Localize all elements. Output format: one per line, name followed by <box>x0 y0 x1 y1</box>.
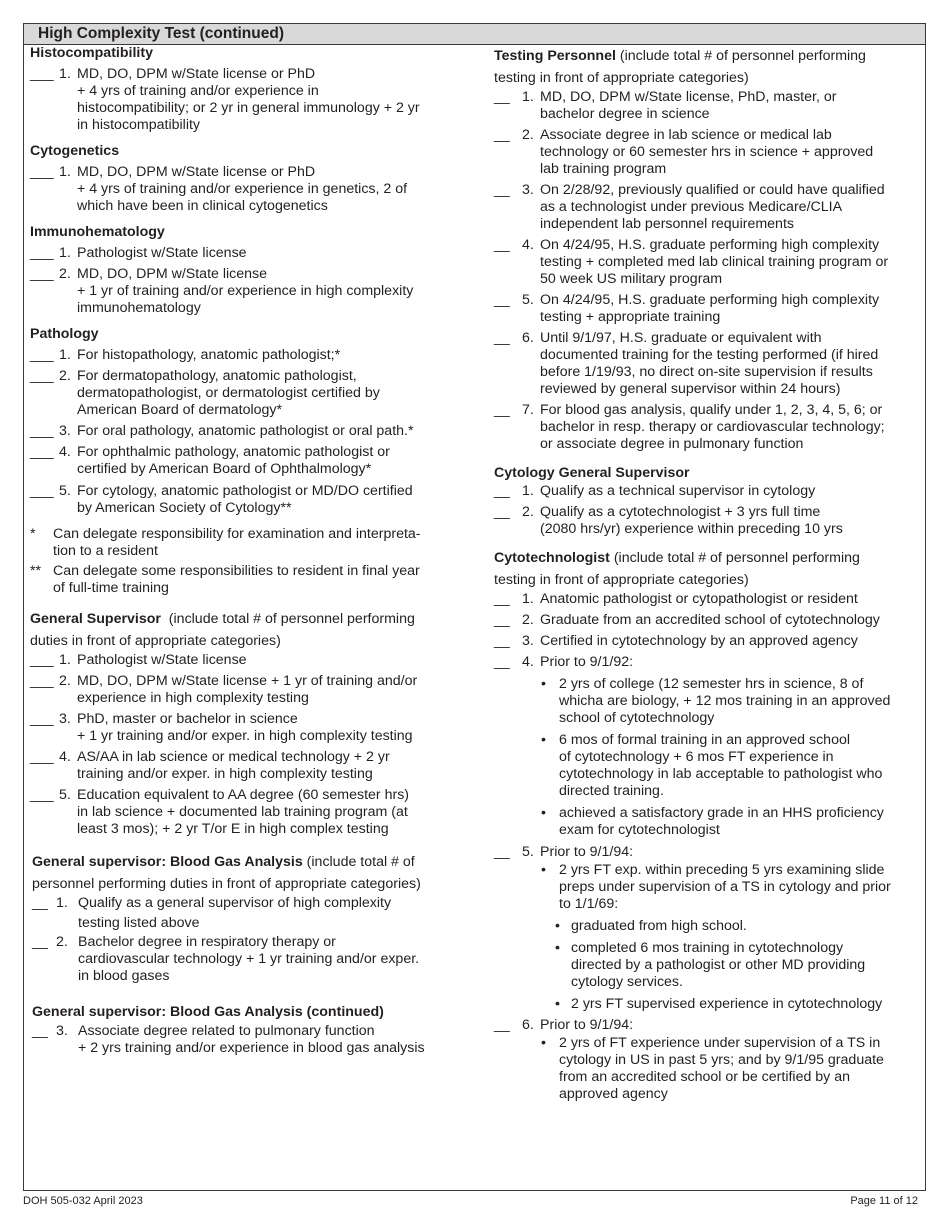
blood-gas-supervisor-continued-section <box>30 1004 482 1057</box>
section-heading: General supervisor: Blood Gas Analysis <box>32 854 303 870</box>
bullet-item: • 6 mos of formal training in an approved school of cytotechnology + 6 mos FT experience in cytotechnology in lab acceptable to pathologist who directed training. <box>541 732 883 799</box>
section-title: High Complexity Test (continued) <box>24 24 925 45</box>
qualification-item: ___ 1. For histopathology, anatomic pathologist;* <box>30 347 341 363</box>
count-blank[interactable]: __ <box>32 934 48 950</box>
form-number: DOH 505-032 April 2023 <box>23 1195 143 1207</box>
bullet-icon: • <box>555 940 560 956</box>
count-blank[interactable]: ___ <box>30 347 54 363</box>
qualification-item: ___ 4. For ophthalmic pathology, anatomic pathologist or certified by American Board of Ophthalmology* <box>30 444 390 477</box>
qualification-item: __ 4. On 4/24/95, H.S. graduate performing high complexity testing + completed med lab clinical training program or 50 week US military program <box>494 237 889 287</box>
qualification-item: ___ 2. For dermatopathology, anatomic pathologist, dermatopathologist, or dermatologist certified by American Board of dermatology* <box>30 368 380 418</box>
count-blank[interactable]: ___ <box>30 483 54 499</box>
blood-gas-supervisor-section: General supervisor: Blood Gas Analysis (include total # of personnel performing duties in front of appropriate categories) __ 1. Qualify as a general supervisor of high complexity testing listed above __ 2. Bachelor degree in respiratory therapy or cardiovascular technology + 1 yr training and/or exper. in blood gases <box>30 851 482 985</box>
qualification-item: __ 5. On 4/24/95, H.S. graduate performing high complexity testing + appropriate training <box>494 292 880 325</box>
count-blank[interactable]: __ <box>494 402 510 418</box>
bullet-icon: • <box>541 1035 546 1051</box>
qualification-item: ___ 1. MD, DO, DPM w/State license or PhD + 4 yrs of training and/or experience in histocompatibility; or 2 yr in general immunology + 2 yr in histocompatibility <box>30 66 420 133</box>
count-blank[interactable]: __ <box>494 844 510 860</box>
qualification-item: __ 1. MD, DO, DPM w/State license, PhD, master, or bachelor degree in science <box>494 89 837 122</box>
bullet-icon: • <box>555 918 560 934</box>
count-blank[interactable]: __ <box>494 633 510 649</box>
immunohematology-section <box>30 224 482 317</box>
qualification-item: ___ 1. MD, DO, DPM w/State license or PhD + 4 yrs of training and/or experience in genetics, 2 of which have been in clinical cytogenetics <box>30 164 408 214</box>
qualification-item: __ 1. Qualify as a technical supervisor in cytology <box>494 483 816 499</box>
qualification-item: ___ 5. For cytology, anatomic pathologist or MD/DO certified by American Society of Cytology** <box>30 483 413 516</box>
count-blank[interactable]: ___ <box>30 423 54 439</box>
qualification-item: __ 3. Associate degree related to pulmonary function + 2 yrs training and/or experience in blood gas analysis <box>32 1023 425 1056</box>
count-blank[interactable]: ___ <box>30 245 54 261</box>
count-blank[interactable]: ___ <box>30 266 54 282</box>
qualification-item: ___ 3. For oral pathology, anatomic pathologist or oral path.* <box>30 423 414 439</box>
count-blank[interactable]: __ <box>494 654 510 670</box>
section-heading: Cytotechnologist <box>494 550 610 566</box>
qualification-item: ___ 5. Education equivalent to AA degree (60 semester hrs) in lab science + documented lab training program (at least 3 mos); + 2 yr T/or E in high complex testing <box>30 787 410 837</box>
bullet-icon: • <box>541 732 546 748</box>
qualification-item: __ 3. Certified in cytotechnology by an approved agency <box>494 633 858 649</box>
qualification-item: __ 6. Until 9/1/97, H.S. graduate or equivalent with documented training for the testing performed (if hired before 1/19/93, no direct on-site supervision if results reviewed by general supervisor within 24 hours) <box>494 330 879 397</box>
qualification-item: __ 2. Graduate from an accredited school of cytotechnology <box>494 612 880 628</box>
qualification-item: __ 2. Qualify as a cytotechnologist + 3 yrs full time (2080 hrs/yr) experience within preceding 10 yrs <box>494 504 843 537</box>
bullet-icon: • <box>541 805 546 821</box>
qualification-item: ___ 1. Pathologist w/State license <box>30 245 247 261</box>
qualification-item: __ 1. Anatomic pathologist or cytopathologist or resident <box>494 591 858 607</box>
footnote: ** Can delegate some responsibilities to resident in final year of full-time training <box>30 563 420 596</box>
count-blank[interactable]: ___ <box>30 368 54 384</box>
section-heading: Testing Personnel <box>494 48 616 64</box>
count-blank[interactable]: __ <box>32 1023 48 1039</box>
section-heading: Cytogenetics <box>30 143 120 159</box>
count-blank[interactable]: __ <box>494 591 510 607</box>
count-blank[interactable]: __ <box>494 237 510 253</box>
qualification-item: __ 5. Prior to 9/1/94: <box>494 844 634 860</box>
form-frame <box>23 23 926 1191</box>
count-blank[interactable]: __ <box>494 483 510 499</box>
histocompatibility-section <box>30 45 482 134</box>
qualification-item: __ 2. Bachelor degree in respiratory therapy or cardiovascular technology + 1 yr training and/or exper. in blood gases <box>32 934 420 984</box>
cytogenetics-section <box>30 143 482 215</box>
left-column <box>30 45 482 1057</box>
bullet-item: • achieved a satisfactory grade in an HHS proficiency exam for cytotechnologist <box>541 805 884 838</box>
bullet-icon: • <box>555 996 560 1012</box>
count-blank[interactable]: __ <box>494 292 510 308</box>
count-blank[interactable]: __ <box>494 89 510 105</box>
count-blank[interactable]: ___ <box>30 652 54 668</box>
count-blank[interactable]: ___ <box>30 711 54 727</box>
qualification-item: ___ 2. MD, DO, DPM w/State license + 1 yr of training and/or experience in high complexity immunohematology <box>30 266 414 316</box>
cytotechnologist-section: Cytotechnologist (include total # of personnel performing testing in front of appropriate categories) __ 1. Anatomic pathologist or cytopathologist or resident __ 2. Graduate from an accredited school of cytotechnology __ 3. Certified in cytotechnology by an approved agency __ 4. Prior to 9/1/92: • 2 yrs of college (12 semester hrs in science, 8 of whicha are biology, + 12 mos training in an approved school of cytotechnology • 6 mos of formal training in an approved school of cytotechnology + 6 mos FT experience in cytotechnology in lab acceptable to pathologist who directed training. • achieved a satisfactory grade in an HHS proficiency exam for cytotechnologist __ 5. Prior to 9/1/94: • 2 yrs FT exp. within preceding 5 yrs examining slide preps under supervision of a TS in cytology and prior to 1/1/69: • graduated from high school. • completed 6 mos training in cytotechnology directed by a pathologist or other MD providing cytology services. • 2 yrs FT supervised experience in cytotechnology __ 6. Prior to 9/1/94: • 2 yrs of FT experience under supervision of a TS in cytology in US in past 5 yrs; and by 9/1/95 graduate from an accredited school or be certified by an approved agency <box>494 547 924 1103</box>
qualification-item: ___ 3. PhD, master or bachelor in science + 1 yr training and/or exper. in high complexity testing <box>30 711 413 744</box>
qualification-item: __ 1. Qualify as a general supervisor of high complexity testing listed above <box>32 895 392 931</box>
count-blank[interactable]: ___ <box>30 749 54 765</box>
count-blank[interactable]: __ <box>494 1017 510 1033</box>
count-blank[interactable]: __ <box>494 504 510 520</box>
sub-bullet-item: • graduated from high school. <box>555 918 747 934</box>
testing-personnel-section: Testing Personnel (include total # of personnel performing testing in front of appropriate categories) __ 1. MD, DO, DPM w/State license, PhD, master, or bachelor degree in science __ 2. Associate degree in lab science or medical lab technology or 60 semester hrs in science + approved lab training program __ 3. On 2/28/92, previously qualified or could have qualified as a technologist under previous Medicare/CLIA independent lab personnel requirements __ 4. On 4/24/95, H.S. graduate performing high complexity testing + completed med lab clinical training program or 50 week US military program __ 5. On 4/24/95, H.S. graduate performing high complexity testing + appropriate training __ 6. Until 9/1/97, H.S. graduate or equivalent with documented training for the testing performed (if hired before 1/19/93, no direct on-site supervision if results reviewed by general supervisor within 24 hours) __ 7. For blood gas analysis, qualify under 1, 2, 3, 4, 5, 6; or bachelor in resp. therapy or cardiovascular technology; or associate degree in pulmonary function <box>494 45 924 453</box>
section-heading: General supervisor: Blood Gas Analysis (continued) <box>32 1004 384 1020</box>
qualification-item: __ 3. On 2/28/92, previously qualified or could have qualified as a technologist under previous Medicare/CLIA independent lab personnel requirements <box>494 182 885 232</box>
count-blank[interactable]: ___ <box>30 66 54 82</box>
section-heading: Pathology <box>30 326 99 342</box>
bullet-icon: • <box>541 862 546 878</box>
page-number: Page 11 of 12 <box>850 1195 918 1207</box>
sub-bullet-item: • 2 yrs FT supervised experience in cytotechnology <box>555 996 883 1012</box>
qualification-item: ___ 1. Pathologist w/State license <box>30 652 247 668</box>
count-blank[interactable]: __ <box>494 182 510 198</box>
bullet-icon: • <box>541 676 546 692</box>
section-heading: Immunohematology <box>30 224 165 240</box>
count-blank[interactable]: ___ <box>30 673 54 689</box>
count-blank[interactable]: ___ <box>30 787 54 803</box>
bullet-item: • 2 yrs FT exp. within preceding 5 yrs examining slide preps under supervision of a TS in cytology and prior to 1/1/69: <box>541 862 891 912</box>
sub-bullet-item: • completed 6 mos training in cytotechnology directed by a pathologist or other MD providing cytology services. <box>555 940 866 990</box>
count-blank[interactable]: __ <box>32 895 48 911</box>
count-blank[interactable]: ___ <box>30 164 54 180</box>
bullet-item: • 2 yrs of FT experience under supervision of a TS in cytology in US in past 5 yrs; and by 9/1/95 graduate from an accredited school or be certified by an approved agency <box>541 1035 884 1102</box>
section-heading: Cytology General Supervisor <box>494 465 690 481</box>
qualification-item: __ 2. Associate degree in lab science or medical lab technology or 60 semester hrs in science + approved lab training program <box>494 127 874 177</box>
cytology-general-supervisor-section <box>494 465 924 538</box>
section-heading: General Supervisor <box>30 611 161 627</box>
general-supervisor-section: General Supervisor (include total # of personnel performing duties in front of appropriate categories) ___ 1. Pathologist w/State license ___ 2. MD, DO, DPM w/State license + 1 yr of training and/or experience in high complexity testing ___ 3. PhD, master or bachelor in science + 1 yr training and/or exper. in high complexity testing ___ 4. AS/AA in lab science or medical technology + 2 yr training and/or exper. in high complexity testing ___ 5. Education equivalent to AA degree (60 semester hrs) in lab science + documented lab training program (at least 3 mos); + 2 yr T/or E in high complex testing <box>30 608 482 838</box>
qualification-item: ___ 4. AS/AA in lab science or medical technology + 2 yr training and/or exper. in high complexity testing <box>30 749 390 782</box>
section-heading: Histocompatibility <box>30 45 153 61</box>
bullet-item: • 2 yrs of college (12 semester hrs in science, 8 of whicha are biology, + 12 mos training in an approved school of cytotechnology <box>541 676 891 726</box>
right-column <box>494 45 924 1103</box>
count-blank[interactable]: ___ <box>30 444 54 460</box>
pathology-section <box>30 326 482 597</box>
footnote: * Can delegate responsibility for examination and interpreta- tion to a resident <box>30 526 421 559</box>
count-blank[interactable]: __ <box>494 330 510 346</box>
qualification-item: __ 4. Prior to 9/1/92: <box>494 654 634 670</box>
qualification-item: __ 7. For blood gas analysis, qualify under 1, 2, 3, 4, 5, 6; or bachelor in resp. therapy or cardiovascular technology; or associate degree in pulmonary function <box>494 402 885 452</box>
count-blank[interactable]: __ <box>494 612 510 628</box>
qualification-item: __ 6. Prior to 9/1/94: <box>494 1017 634 1033</box>
count-blank[interactable]: __ <box>494 127 510 143</box>
qualification-item: ___ 2. MD, DO, DPM w/State license + 1 yr of training and/or experience in high complexity testing <box>30 673 418 706</box>
